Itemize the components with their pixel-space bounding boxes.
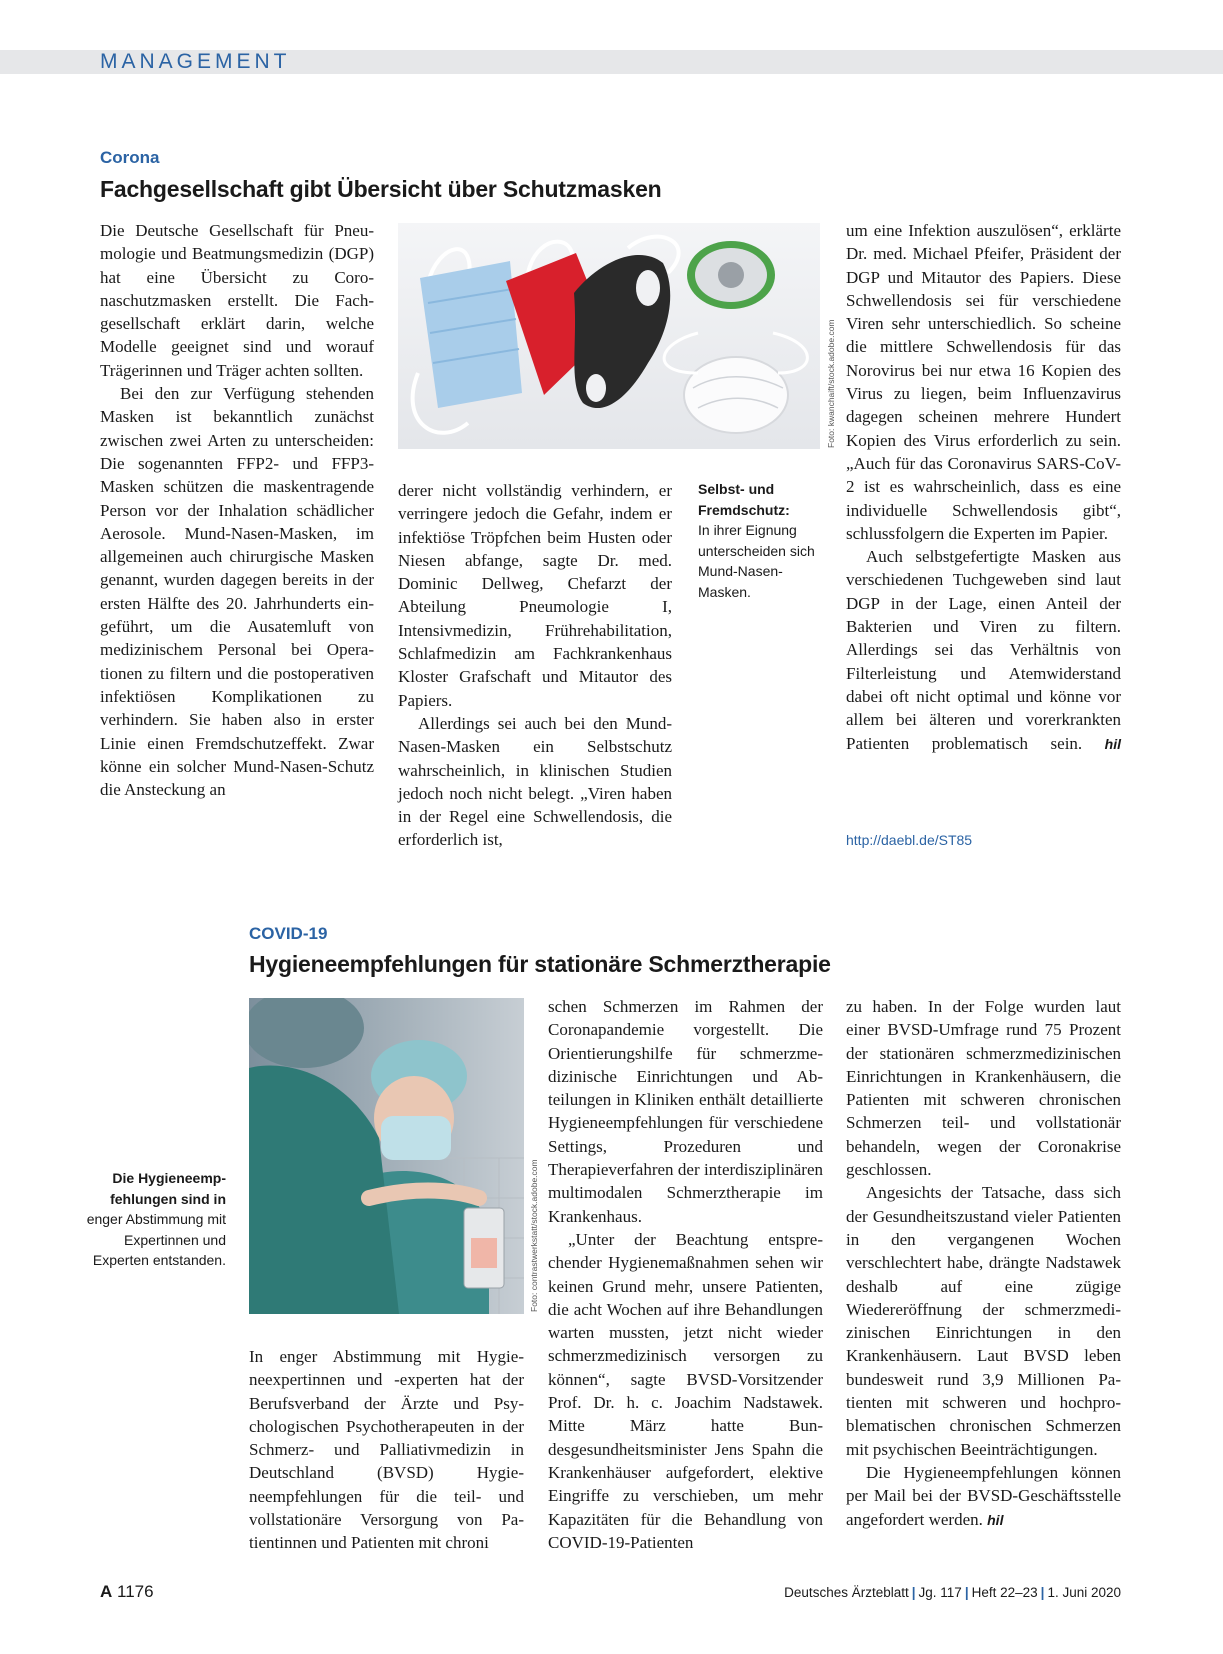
journal-volume: Jg. 117 (918, 1585, 962, 1600)
article1-caption (698, 479, 823, 602)
article1-column-2 (398, 479, 672, 852)
article2-caption (84, 1168, 226, 1271)
article-link[interactable]: http://daebl.de/ST85 (846, 832, 973, 848)
masks-photo-image (398, 223, 820, 449)
paragraph (846, 545, 1121, 756)
article2-title: Hygieneempfehlungen für stationäre Schmerztherapie (249, 951, 831, 977)
journal-issue: Heft 22–23 (971, 1585, 1038, 1600)
section-label: MANAGEMENT (100, 50, 291, 73)
caption-title: Selbst- und Fremdschutz: (698, 481, 790, 518)
separator: | (964, 1585, 969, 1600)
paragraph: In enger Abstimmung mit Hygieneexpertinnen und -experten hat der Berufsverband der Ärzte und Psychologischen Psychotherapeuten in der Schmerz- und Palliativmedizin in Deutschland (BVSD) Hygieneempfehlungen für die teil- und vollstationäre Versorgung von Patientinnen und Patienten mit chroni (249, 1347, 524, 1553)
paragraph-text: Die Hygieneempfehlungen können per Mail bei der BVSD-Geschäftsstelle angefordert werden. (846, 1462, 1121, 1529)
page-prefix: A (100, 1582, 113, 1601)
masks-photo (398, 223, 820, 449)
caption-text: In ihrer Eignung unterscheiden sich Mund-Nasen-Masken. (698, 522, 815, 600)
page-number-value: 1176 (117, 1582, 154, 1601)
photo-credit: Foto: contrastwerkstatt/stock.adobe.com (529, 1159, 539, 1312)
author-signature: hil (987, 1511, 1004, 1528)
hygiene-photo-image (249, 998, 524, 1314)
article2-kicker: COVID-19 (249, 924, 328, 943)
paragraph: schen Schmerzen im Rahmen der Coronapandemie vorgestellt. Die Orientierungshilfe für schmerzmedizinische Einrichtungen und Abteilungen in Kliniken enthält detaillierte Hygieneempfehlungen für verschiedene Settings, Prozeduren und Therapieverfahren der interdisziplinären multimodalen Schmerztherapie im Krankenhaus. (548, 997, 823, 1226)
article2-column-3 (846, 995, 1121, 1532)
paragraph: Die Deutsche Gesellschaft für Pneumologie und Beatmungsmedizin (DGP) hat eine Übersicht zu Coronaschutzmasken erstellt. Die Fachgesellschaft erklärt darin, welche Modelle geeignet sind und worauf Trägerinnen und Träger achten sollten. (100, 221, 374, 380)
paragraph-text: Auch selbstgefertigte Masken aus verschiedenen Tuchgeweben sind laut DGP in der Lage, einen Anteil der Bakterien und Viren zu filtern. Allerdings sei das Verhältnis von Filterleistung und Atemwiderstand dabei oft nicht optimal und könne vor allem bei älteren und vorerkrankten Patienten problematisch sein. (846, 547, 1121, 753)
caption-title: Die Hygieneempfehlungen sind in (110, 1170, 226, 1207)
paragraph: Bei den zur Verfügung stehenden Masken ist bekanntlich zunächst zwischen zwei Arten zu unterscheiden: Die sogenannten FFP2- und FFP3-Masken schützen die maskentragende Person vor der Inhalation schädlicher Aerosole. Mund-Nasen-Masken, im allgemeinen auch chirurgische Masken genannt, wurden dagegen bereits in der ersten Hälfte des 20. Jahrhunderts eingeführt, um die Ausatemluft von medizinischem Personal bei Operationen zu filtern und die postoperativen infektiösen Komplikationen zu verhindern. Sie haben also in erster Linie einen Fremdschutzeffekt. Zwar könne ein solcher Mund-Nasen-Schutz die Ansteckung an (100, 384, 374, 800)
paragraph: Angesichts der Tatsache, dass sich der Gesundheitszustand vieler Patienten in den vergangenen Wochen verschlechtert habe, drängte Nadstawek deshalb auf eine zügige Wiedereröffnung der schmerzmedizinischen Einrichtungen in den Krankenhäusern. Laut BVSD leben bundesweit rund 3,9 Millionen Patienten mit schweren und hochproblematischen chronischen Schmerzen mit psychischen Beeinträchtigungen. (846, 1183, 1121, 1459)
article1-title: Fachgesellschaft gibt Übersicht über Schutzmasken (100, 176, 662, 202)
article1-column-1 (100, 219, 374, 801)
caption-text: enger Abstimmung mit Expertinnen und Experten entstanden. (86, 1211, 226, 1268)
paragraph: um eine Infektion auszulösen“, erklärte Dr. med. Michael Pfeifer, Präsident der DGP und Mitautor des Papiers. Diese Schwellendosis sei für verschiedene Viren sehr unterschiedlich. So scheine die mittlere Schwellendosis für das Norovirus bei nur etwa 16 Kopien des Virus zu liegen, beim Influenzavirus dagegen scheinen mehrere Hundert Kopien des Virus erforderlich zu sein. „Auch für das Coronavirus SARS-CoV-2 ist es wahrscheinlich, dass es eine individuelle Schwellendosis gibt“, schlussfolgern die Experten im Papier. (846, 221, 1121, 543)
paragraph: derer nicht vollständig verhindern, er verringere jedoch die Gefahr, indem er infektiöse Tröpfchen beim Husten oder Niesen abfange, sagte Dr. med. Dominic Dellweg, Chefarzt der Abteilung Pneumologie I, Intensivmedizin, Frührehabilitation, Schlafmedizin am Fachkrankenhaus Kloster Grafschaft und Mitautor des Papiers. (398, 481, 672, 710)
paragraph (846, 1461, 1121, 1532)
journal-name: Deutsches Ärzteblatt (784, 1585, 909, 1600)
page-number (100, 1582, 154, 1602)
paragraph: zu haben. In der Folge wurden laut einer BVSD-Umfrage rund 75 Prozent der stationären schmerzmedizinischen Einrichtungen in Krankenhäusern, die Patienten mit schweren chronischen Schmerzen teil- und vollstationär behandeln, wegen der Coronakrise geschlossen. (846, 997, 1121, 1180)
separator: | (911, 1585, 916, 1600)
hygiene-photo (249, 998, 524, 1314)
article1-column-3 (846, 219, 1121, 756)
author-signature: hil (1104, 735, 1121, 752)
journal-info (784, 1585, 1121, 1600)
paragraph: „Unter der Beachtung entsprechender Hygienemaßnahmen sehen wir keinen Grund mehr, unsere Patienten, die acht Wochen auf ihre Behandlungen warten mussten, jetzt nicht wieder schmerzmedizinisch versorgen zu können“, sagte BVSD-Vorsitzender Prof. Dr. h. c. Joachim Nadstawek. Mitte März hatte Bundesgesundheitsminister Jens Spahn die Krankenhäuser aufgefordert, elektive Eingriffe zu verschieben, um mehr Kapazitäten für die Behandlung von COVID-19-Patienten (548, 1229, 823, 1552)
separator: | (1040, 1585, 1045, 1600)
article1-kicker: Corona (100, 148, 160, 167)
article2-column-1 (249, 1345, 524, 1555)
journal-date: 1. Juni 2020 (1047, 1585, 1121, 1600)
photo-credit: Foto: kwanchaift/stock.adobe.com (826, 319, 836, 448)
paragraph: Allerdings sei auch bei den Mund-Nasen-Masken ein Selbstschutz wahrscheinlich, in klinischen Studien jedoch noch nicht belegt. „Viren haben in der Regel eine Schwellendosis, die erforderlich ist, (398, 713, 672, 850)
article2-column-2 (548, 995, 823, 1554)
